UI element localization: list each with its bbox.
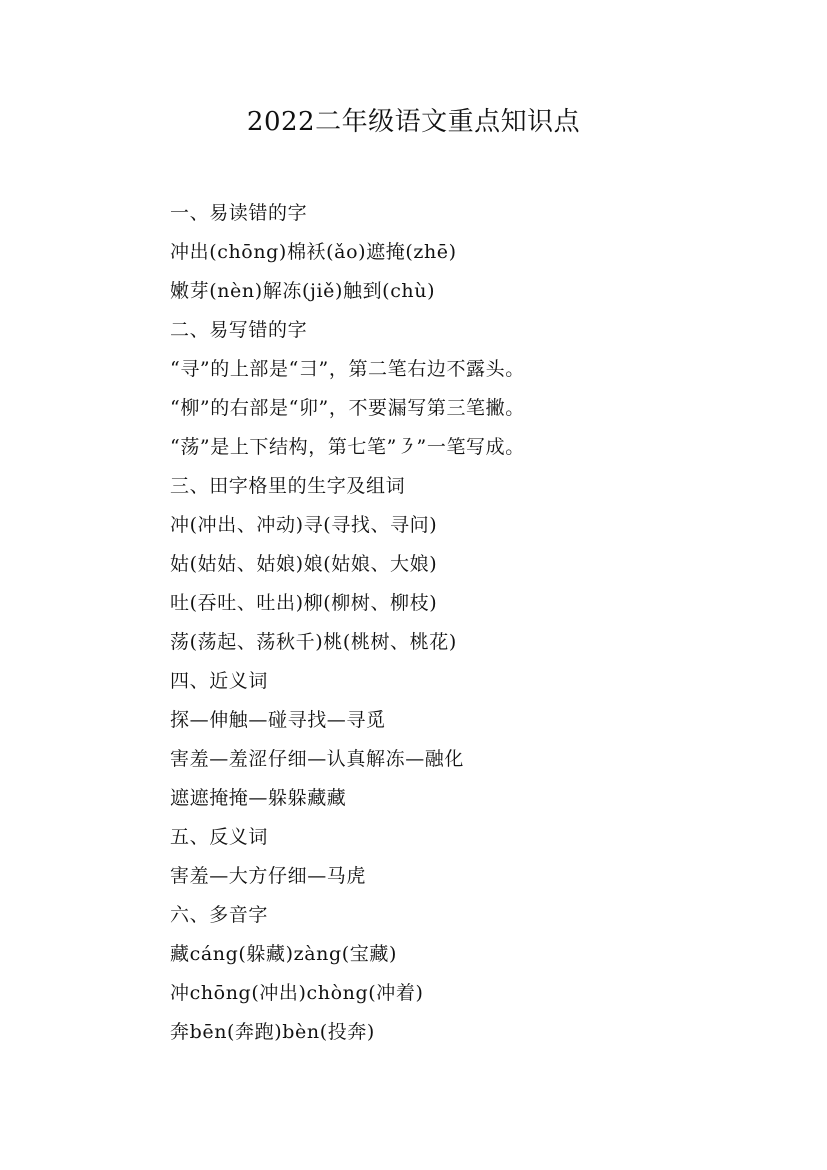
section-heading-synonyms: 四、近义词 bbox=[170, 670, 269, 692]
text-line: 害羞—羞涩仔细—认真解冻—融化 bbox=[170, 748, 465, 770]
section-heading-misread-characters: 一、易读错的字 bbox=[170, 202, 308, 224]
text-line: 荡(荡起、荡秋千)桃(桃树、桃花) bbox=[170, 631, 457, 653]
section-heading-antonyms: 五、反义词 bbox=[170, 826, 269, 848]
text-line: “寻”的上部是“彐”，第二笔右边不露头。 bbox=[170, 358, 525, 380]
section-heading-new-characters: 三、田字格里的生字及组词 bbox=[170, 475, 406, 497]
text-line: 奔bēn(奔跑)bèn(投奔) bbox=[170, 1021, 375, 1043]
text-line: 探—伸触—碰寻找—寻觅 bbox=[170, 709, 386, 731]
text-line: 姑(姑姑、姑娘)娘(姑娘、大娘) bbox=[170, 553, 438, 575]
text-line: 冲出(chōng)棉袄(ǎo)遮掩(zhē) bbox=[170, 241, 457, 263]
text-line: 遮遮掩掩—躲躲藏藏 bbox=[170, 787, 347, 809]
text-line: “柳”的右部是“卯”，不要漏写第三笔撇。 bbox=[170, 397, 525, 419]
text-line: 害羞—大方仔细—马虎 bbox=[170, 865, 367, 887]
document-body bbox=[170, 194, 770, 1052]
page-title: 2022二年级语文重点知识点 bbox=[246, 107, 581, 137]
text-line: 藏cáng(躲藏)zàng(宝藏) bbox=[170, 943, 397, 965]
text-line: 冲chōng(冲出)chòng(冲着) bbox=[170, 982, 424, 1004]
section-heading-polyphonic-characters: 六、多音字 bbox=[170, 904, 269, 926]
text-line: 吐(吞吐、吐出)柳(柳树、柳枝) bbox=[170, 592, 438, 614]
text-line: 嫩芽(nèn)解冻(jiě)触到(chù) bbox=[170, 280, 436, 302]
section-heading-miswritten-characters: 二、易写错的字 bbox=[170, 319, 308, 341]
text-line: “荡”是上下结构，第七笔”㇋”一笔写成。 bbox=[170, 436, 525, 458]
text-line: 冲(冲出、冲动)寻(寻找、寻问) bbox=[170, 514, 438, 536]
